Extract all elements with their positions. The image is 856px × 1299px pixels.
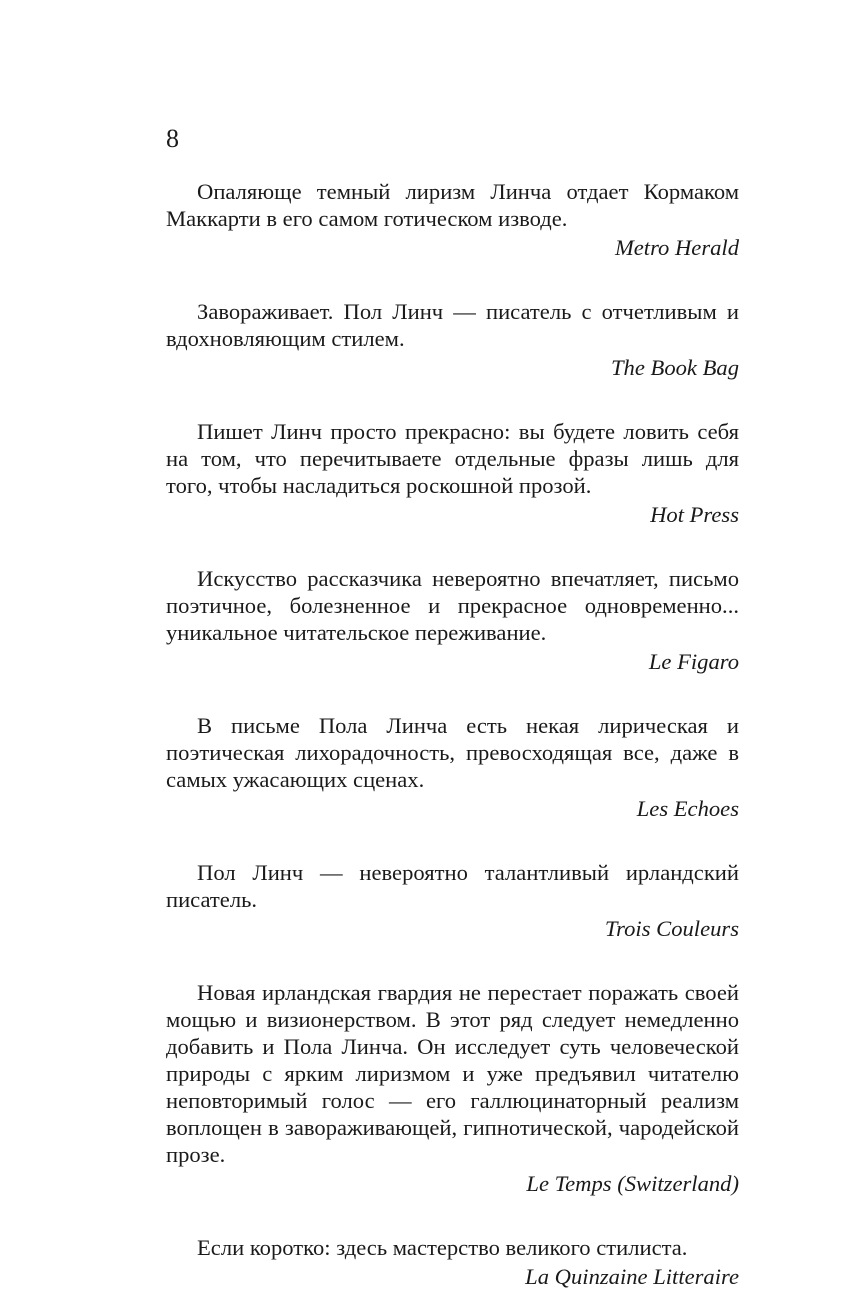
- review-item: [166, 178, 739, 261]
- review-item: [166, 565, 739, 675]
- review-item: [166, 712, 739, 822]
- review-source: Trois Couleurs: [604, 916, 739, 941]
- review-quote: Пол Линч — невероятно талантливый ирландский писатель.: [166, 860, 739, 912]
- reviews-list: [166, 178, 739, 1290]
- review-quote: Пишет Линч просто прекрасно: вы будете ловить себя на том, что перечитываете отдельные фразы лишь для того, чтобы насладиться роскошной прозой.: [166, 419, 739, 498]
- review-item: [166, 298, 739, 381]
- review-item: [166, 1234, 739, 1290]
- review-item: [166, 418, 739, 528]
- review-source: The Book Bag: [610, 355, 739, 380]
- review-quote: Завораживает. Пол Линч — писатель с отчетливым и вдохновляющим стилем.: [166, 299, 739, 351]
- review-source: Le Figaro: [648, 649, 739, 674]
- review-item: [166, 859, 739, 942]
- review-item: [166, 979, 739, 1197]
- review-quote: Искусство рассказчика невероятно впечатляет, письмо поэтичное, болезненное и прекрасное одновременно... уникальное читательское переживание.: [166, 566, 739, 645]
- review-quote: Если коротко: здесь мастерство великого стилиста.: [197, 1235, 688, 1260]
- review-quote: Опаляюще темный лиризм Линча отдает Кормаком Маккарти в его самом готическом изводе.: [166, 179, 739, 231]
- review-quote: В письме Пола Линча есть некая лирическая и поэтическая лихорадочность, превосходящая все, даже в самых ужасающих сценах.: [166, 713, 739, 792]
- review-source: Les Echoes: [636, 796, 739, 821]
- review-source: Metro Herald: [614, 235, 739, 260]
- review-source: Hot Press: [650, 502, 739, 527]
- review-source: La Quinzaine Litteraire: [525, 1264, 739, 1289]
- page-number: 8: [166, 124, 179, 153]
- review-quote: Новая ирландская гвардия не перестает поражать своей мощью и визионерством. В этот ряд следует немедленно добавить и Пола Линча. Он исследует суть человеческой природы с ярким лиризмом и уже предъявил читателю неповторимый голос — его галлюцинаторный реализм воплощен в завораживающей, гипнотической, чародейской прозе.: [166, 980, 739, 1167]
- review-source: Le Temps (Switzerland): [526, 1171, 739, 1196]
